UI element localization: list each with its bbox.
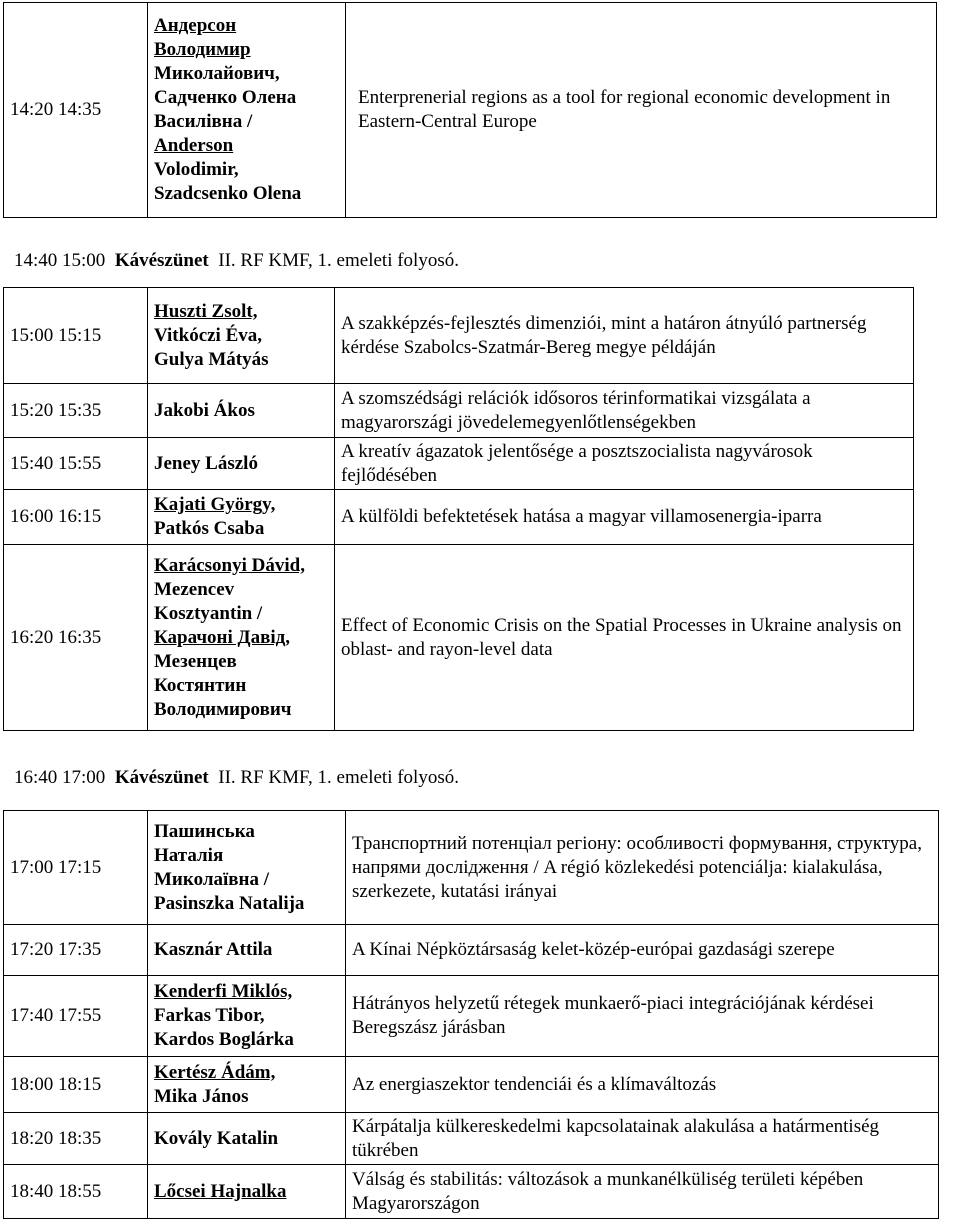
speaker-line: Jakobi Ákos [154, 399, 255, 421]
break-label: Kávészünet [114, 767, 209, 788]
speaker-line: Володимирович [154, 698, 292, 720]
break-label: Kávészünet [114, 250, 209, 271]
session-speaker [148, 490, 335, 545]
schedule-table-2 [3, 287, 914, 731]
table-row [4, 811, 939, 925]
table-row [4, 976, 939, 1057]
table-row [4, 438, 914, 490]
session-title: Hátrányos helyzetű rétegek munkaerő-piaci integrációjának kérdései Beregszász járásban [346, 976, 939, 1057]
speaker-line: Pasinszka Natalija [154, 892, 305, 914]
speaker-line: Василівна / [154, 111, 253, 132]
session-speaker [148, 438, 335, 490]
break-place: II. RF KMF, 1. emeleti folyosó. [218, 250, 459, 271]
speaker-line: Karácsonyi Dávid, [154, 554, 305, 576]
session-speaker [148, 3, 346, 218]
session-title: A szakképzés-fejlesztés dimenziói, mint a határon átnyúló partnerség kérdése Szabolcs-Szatmár-Bereg megye példáján [335, 288, 914, 384]
break-time: 14:40 15:00 [14, 250, 106, 271]
speaker-line: Patkós Csaba [154, 518, 265, 539]
session-title: A szomszédsági relációk idősoros térinformatikai vizsgálata a magyarországi jövedelemegyenlőtlenségekben [335, 384, 914, 438]
session-time: 18:40 18:55 [4, 1165, 148, 1219]
speaker-line: Lőcsei Hajnalka [154, 1180, 287, 1202]
session-time: 18:00 18:15 [4, 1057, 148, 1113]
session-title: Kárpátalja külkereskedelmi kapcsolatainak alakulása a határmentiség tükrében [346, 1113, 939, 1165]
session-title: Enterprenerial regions as a tool for regional economic development in Eastern-Central Europe [346, 3, 937, 218]
speaker-line: Володимир [154, 39, 251, 60]
session-speaker [148, 384, 335, 438]
session-time: 17:00 17:15 [4, 811, 148, 925]
speaker-line: Anderson [154, 135, 234, 156]
session-title: Effect of Economic Crisis on the Spatial Processes in Ukraine analysis on oblast- and rayon-level data [335, 545, 914, 731]
speaker-line: Костянтин [154, 674, 247, 696]
session-time: 16:20 16:35 [4, 545, 148, 731]
speaker-line: Карачоні Давід, [154, 626, 290, 648]
speaker-line: Kardos Boglárka [154, 1029, 294, 1050]
coffee-break-1 [14, 249, 459, 273]
session-title: Транспортний потенціал регіону: особливості формування, структура, напрями дослідження / A régió közlekedési potenciálja: kialakulása, szerkezete, kutatási irányai [346, 811, 939, 925]
speaker-line: Mika János [154, 1085, 249, 1107]
session-time: 17:40 17:55 [4, 976, 148, 1057]
table-row [4, 925, 939, 976]
session-title: A kreatív ágazatok jelentősége a posztszocialista nagyvárosok fejlődésében [335, 438, 914, 490]
session-title: A külföldi befektetések hatása a magyar villamosenergia-iparra [335, 490, 914, 545]
speaker-line: Gulya Mátyás [154, 348, 269, 370]
speaker-line: Huszti Zsolt, [154, 300, 258, 322]
speaker-line: Наталія [154, 844, 224, 866]
speaker-line: Мезенцев [154, 650, 237, 672]
speaker-line: Kajati György, [154, 494, 276, 515]
session-title: A Kínai Népköztársaság kelet-közép-európai gazdasági szerepe [346, 925, 939, 976]
session-speaker [148, 811, 346, 925]
speaker-line: Kertész Ádám, [154, 1061, 276, 1083]
speaker-line: Mezencev [154, 578, 235, 600]
table-row [4, 1057, 939, 1113]
break-place: II. RF KMF, 1. emeleti folyosó. [218, 767, 459, 788]
session-time: 17:20 17:35 [4, 925, 148, 976]
session-time: 16:00 16:15 [4, 490, 148, 545]
session-speaker [148, 1113, 346, 1165]
session-speaker [148, 925, 346, 976]
session-speaker [148, 1057, 346, 1113]
speaker-line: Андерсон [154, 15, 237, 36]
speaker-line: Kenderfi Miklós, [154, 981, 293, 1002]
session-speaker [148, 1165, 346, 1219]
session-time: 15:40 15:55 [4, 438, 148, 490]
session-speaker [148, 545, 335, 731]
speaker-line: Kovály Katalin [154, 1127, 279, 1149]
speaker-line: Миколаївна / [154, 868, 270, 890]
speaker-line: Vitkóczi Éva, [154, 324, 263, 346]
table-row [4, 288, 914, 384]
table-row [4, 384, 914, 438]
session-title: Válság és stabilitás: változások a munkanélküliség területi képében Magyarországon [346, 1165, 939, 1219]
speaker-line: Farkas Tibor, [154, 1005, 265, 1026]
table-row [4, 3, 937, 218]
speaker-line: Kasznár Attila [154, 939, 273, 960]
coffee-break-2 [14, 766, 459, 790]
session-time: 15:20 15:35 [4, 384, 148, 438]
session-time: 14:20 14:35 [4, 3, 148, 218]
speaker-line: Szadcsenko Olena [154, 183, 302, 204]
speaker-line: Пашинська [154, 820, 255, 842]
schedule-table-3 [3, 810, 939, 1219]
speaker-line: Kosztyantin / [154, 602, 263, 624]
session-time: 15:00 15:15 [4, 288, 148, 384]
session-speaker [148, 976, 346, 1057]
session-time: 18:20 18:35 [4, 1113, 148, 1165]
break-time: 16:40 17:00 [14, 767, 106, 788]
table-row [4, 1113, 939, 1165]
session-speaker [148, 288, 335, 384]
speaker-line: Volodimir, [154, 159, 239, 180]
table-row [4, 545, 914, 731]
speaker-line: Садченко Олена [154, 87, 297, 108]
session-title: Az energiaszektor tendenciái és a klímaváltozás [346, 1057, 939, 1113]
table-row [4, 1165, 939, 1219]
speaker-line: Jeney László [154, 452, 258, 474]
schedule-table-1 [3, 2, 937, 218]
speaker-line: Миколайович, [154, 63, 280, 84]
table-row [4, 490, 914, 545]
